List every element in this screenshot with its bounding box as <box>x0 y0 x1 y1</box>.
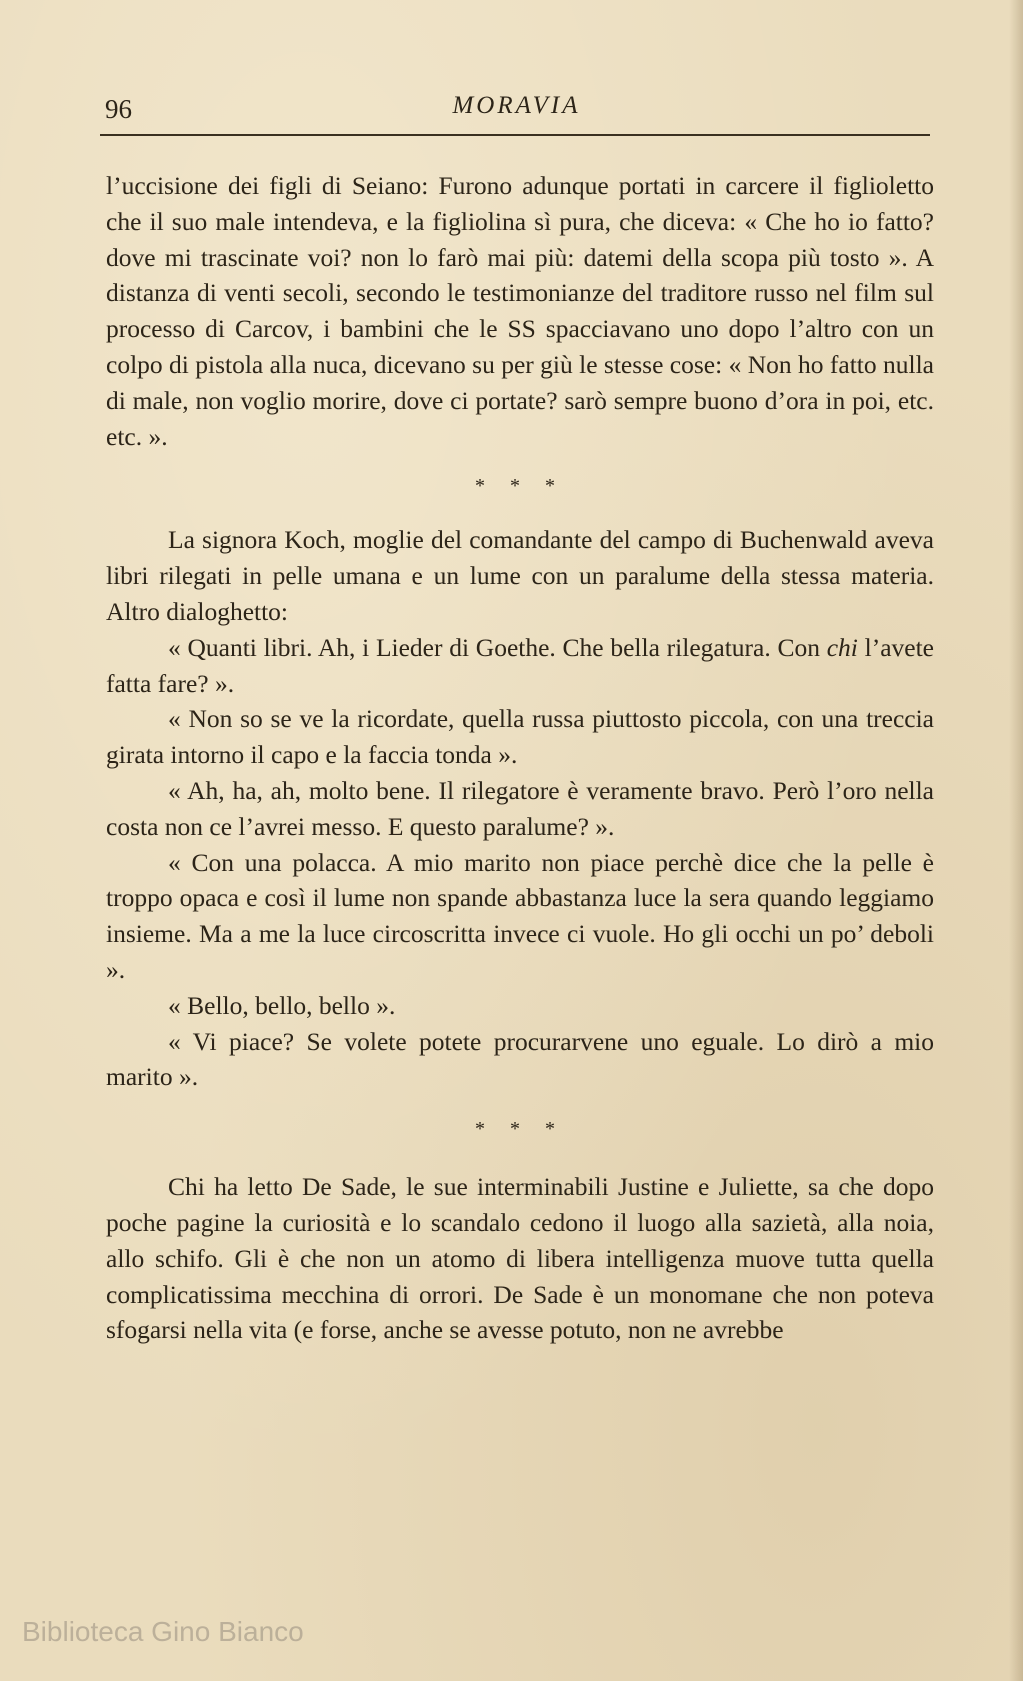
page-edge-shadow <box>1009 0 1023 1681</box>
dialogue-line-polacca: « Con una polacca. A mio marito non piace perchè dice che la pelle è troppo opaca e così il lume non spande abbastanza luce la sera quando leggiamo insieme. Ma a me la luce circoscritta invece ci vuole. Ho gli occhi un po’ deboli ». <box>106 847 934 984</box>
dialogue-line-bello: « Bello, bello, bello ». <box>168 990 396 1020</box>
running-head: MORAVIA <box>452 92 581 119</box>
library-watermark: Biblioteca Gino Bianco <box>22 1616 304 1647</box>
dialogue-text: l’avete fatta fare? ». <box>106 632 934 698</box>
dialogue-line-quanti-libri <box>106 630 934 702</box>
paragraph-seiano: l’uccisione dei figli di Seiano: Furono adunque portati in carcere il figlioletto che il suo male intendeva, e la figliolina sì pura, che diceva: « Che ho io fatto? dove mi trascinate voi? non lo farò mai più: datemi della scopa più tosto ». A distanza di venti secoli, secondo le testimonianze del traditore russo nel film sul processo di Carcov, i bambini che le SS spacciavano uno dopo l’altro con un colpo di pistola alla nuca, dicevano su per giù le stesse cose: « Non ho fatto nulla di male, non voglio morire, dove ci portate? sarò sempre buono d’ora in poi, etc. etc. ». <box>106 171 934 451</box>
page-header <box>105 88 928 128</box>
dialogue-text: « Quanti libri. Ah, i Lieder di Goethe. Che bella rilegatura. Con <box>168 632 827 662</box>
dialogue-line-russa: « Non so se ve la ricordate, quella russa piuttosto piccola, con una treccia girata intorno il capo e la faccia tonda ». <box>106 704 934 770</box>
body-text <box>106 168 934 1348</box>
page-number: 96 <box>105 94 132 124</box>
header-rule <box>100 134 930 136</box>
dialogue-line-vi-piace: « Vi piace? Se volete potete procurarvene uno eguale. Lo dirò a mio marito ». <box>106 1026 934 1092</box>
section-separator: * * * <box>475 1118 565 1141</box>
paragraph-koch: La signora Koch, moglie del comandante del campo di Buchenwald aveva libri rilegati in pelle umana e un lume con un paralume della stessa materia. Altro dialoghetto: <box>106 525 934 626</box>
emphasis-chi: chi <box>826 632 858 662</box>
section-separator: * * * <box>475 475 565 498</box>
dialogue-line-rilegatore: « Ah, ha, ah, molto bene. Il rilegatore è veramente bravo. Però l’oro nella costa non ce l’avrei messo. E questo paralume? ». <box>106 775 934 841</box>
paragraph-de-sade: Chi ha letto De Sade, le sue interminabili Justine e Juliette, sa che dopo poche pagine la curiosità e lo scandalo cedono il luogo alla sazietà, alla noia, allo schifo. Gli è che non un atomo di libera intelligenza muove tutta quella complicatissima mecchina di orrori. De Sade è un monomane che non poteva sfogarsi nella vita (e forse, anche se avesse potuto, non ne avrebbe <box>106 1172 934 1345</box>
